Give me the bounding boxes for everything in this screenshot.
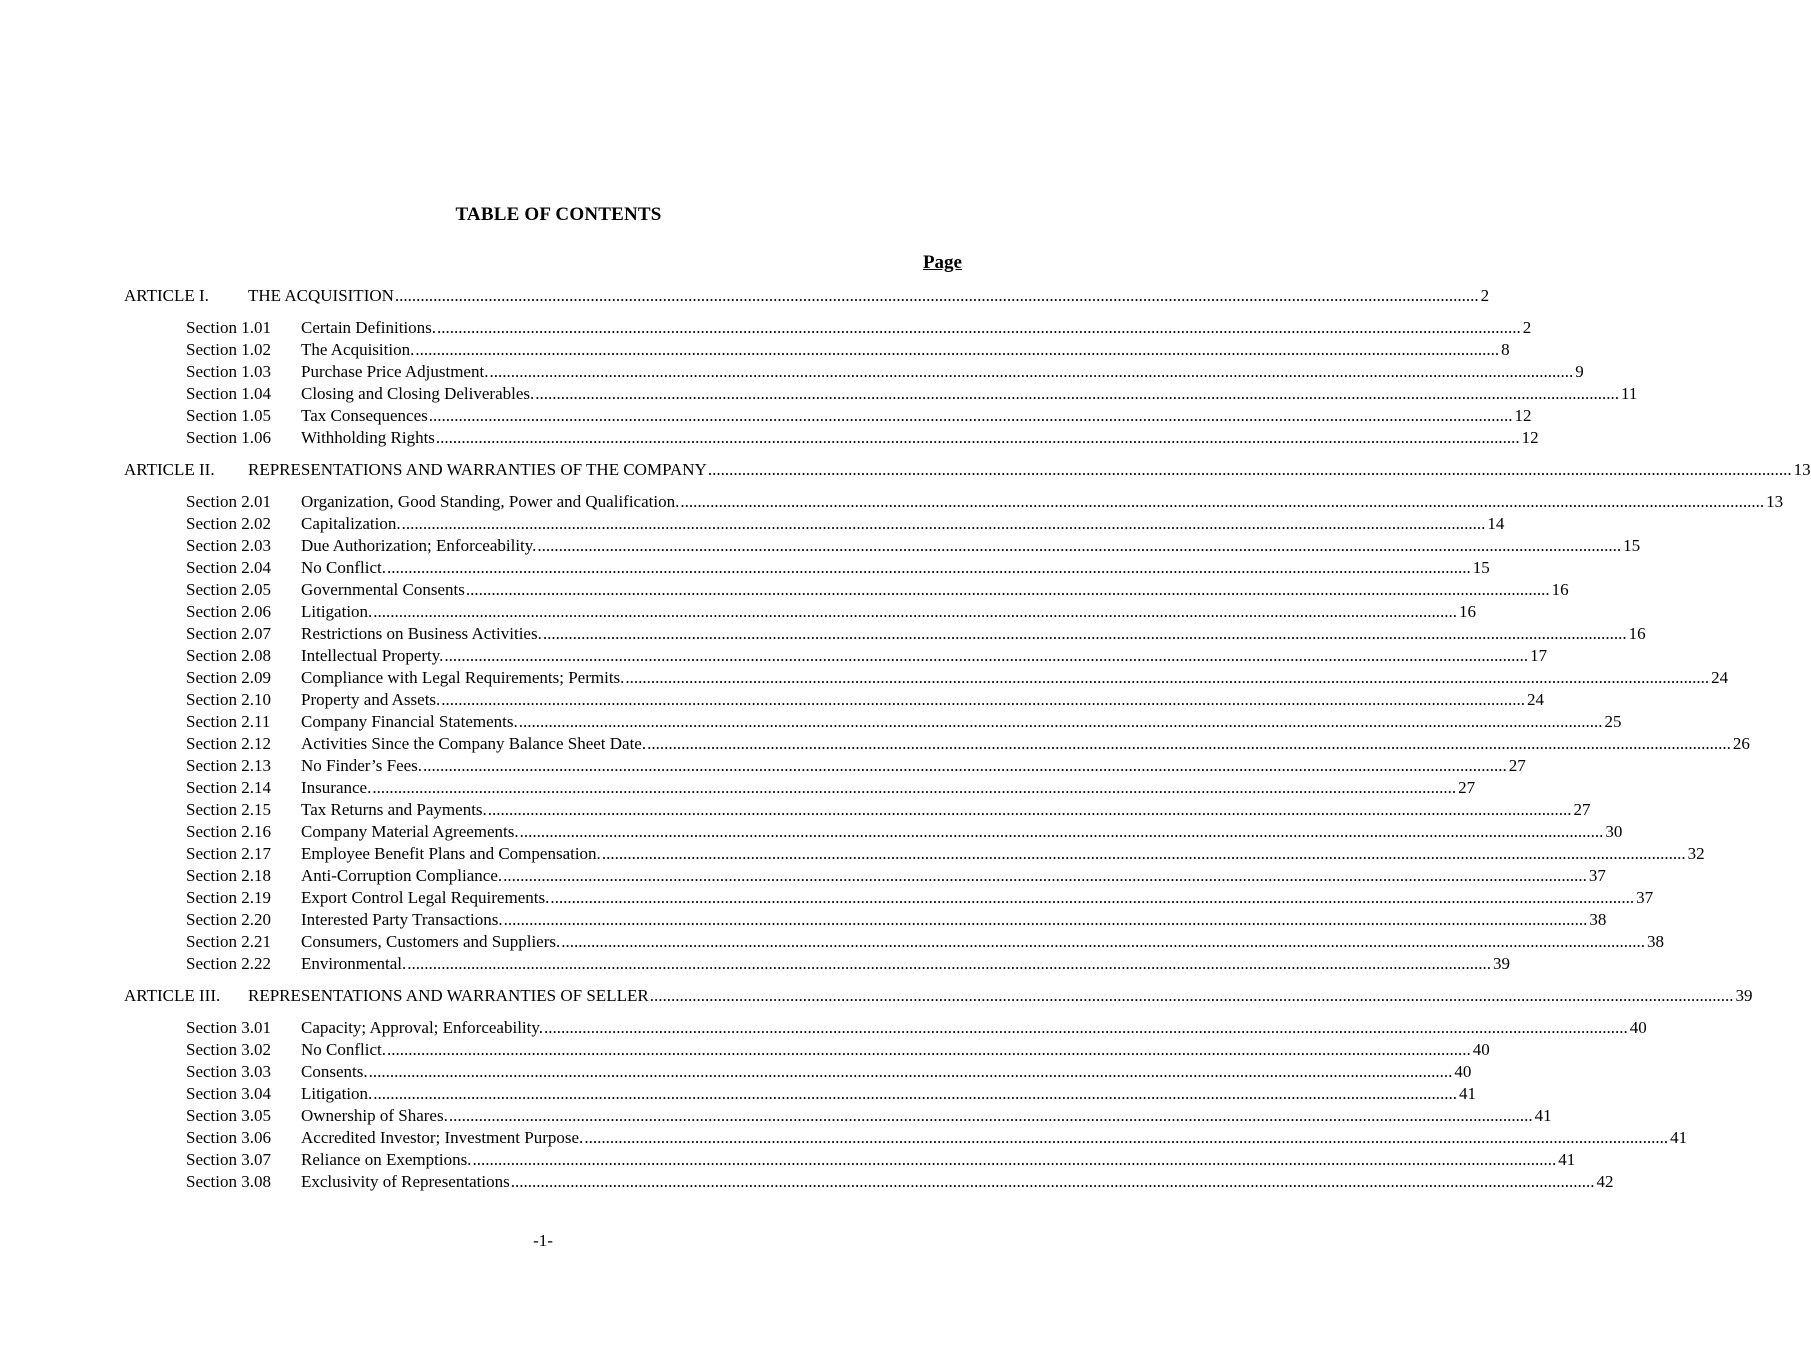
dot-leader [561, 931, 1645, 953]
dot-leader [488, 799, 1572, 821]
dot-leader [503, 865, 1587, 887]
section-page-number: 30 [1605, 822, 1623, 841]
section-number: Section 2.08 [186, 646, 271, 665]
dot-leader [395, 285, 1479, 307]
toc-section-entry[interactable] [124, 1149, 1576, 1171]
dot-leader [511, 1171, 1595, 1193]
section-page-number: 42 [1596, 1172, 1614, 1191]
section-title: Employee Benefit Plans and Compensation. [301, 844, 601, 863]
section-page-number: 26 [1732, 734, 1750, 753]
section-title: Due Authorization; Enforceability. [301, 536, 537, 555]
section-title: No Finder’s Fees. [301, 756, 423, 775]
toc-section-entry[interactable] [124, 579, 1569, 601]
section-number: Section 2.01 [186, 492, 271, 511]
section-title: No Conflict. [301, 1040, 386, 1059]
section-number: Section 1.05 [186, 406, 271, 425]
toc-article-entry[interactable] [124, 985, 1753, 1007]
section-title: No Conflict. [301, 558, 386, 577]
dot-leader [472, 1149, 1556, 1171]
section-number: Section 2.21 [186, 932, 271, 951]
dot-leader [402, 513, 1486, 535]
section-number: Section 2.12 [186, 734, 271, 753]
dot-leader [387, 1039, 1471, 1061]
article-title: REPRESENTATIONS AND WARRANTIES OF THE COMPANY [248, 460, 707, 479]
section-number: Section 1.04 [186, 384, 271, 403]
section-title: Tax Returns and Payments. [301, 800, 487, 819]
toc-section-entry[interactable] [124, 317, 1532, 339]
section-number: Section 2.13 [186, 756, 271, 775]
section-title: Withholding Rights [301, 428, 435, 447]
dot-leader [444, 645, 1528, 667]
section-title: Activities Since the Company Balance Sheet Date. [301, 734, 647, 753]
section-title: Restrictions on Business Activities. [301, 624, 542, 643]
section-title: Reliance on Exemptions. [301, 1150, 472, 1169]
toc-section-entry[interactable] [124, 1061, 1472, 1083]
toc-section-entry[interactable] [124, 931, 1664, 953]
toc-section-entry[interactable] [124, 799, 1591, 821]
dot-leader [680, 491, 1764, 513]
section-number: Section 2.07 [186, 624, 271, 643]
section-number: Section 2.03 [186, 536, 271, 555]
section-page-number: 15 [1472, 558, 1490, 577]
section-title: Consents. [301, 1062, 368, 1081]
section-number: Section 2.16 [186, 822, 271, 841]
dot-leader [535, 383, 1619, 405]
article-number: ARTICLE II. [124, 460, 215, 479]
toc-section-entry[interactable] [124, 777, 1476, 799]
toc-section-entry[interactable] [124, 623, 1646, 645]
toc-section-entry[interactable] [124, 909, 1607, 931]
section-page-number: 27 [1573, 800, 1591, 819]
dot-leader [373, 601, 1457, 623]
dot-leader [544, 1017, 1628, 1039]
article-page-number: 39 [1735, 986, 1753, 1005]
section-page-number: 37 [1588, 866, 1606, 885]
section-page-number: 16 [1459, 602, 1477, 621]
section-page-number: 27 [1508, 756, 1526, 775]
dot-leader [520, 821, 1604, 843]
dot-leader [407, 953, 1491, 975]
section-page-number: 17 [1530, 646, 1548, 665]
toc-section-entry[interactable] [124, 383, 1638, 405]
section-number: Section 2.11 [186, 712, 271, 731]
section-number: Section 2.14 [186, 778, 271, 797]
toc-section-entry[interactable] [124, 865, 1606, 887]
section-title: Litigation. [301, 1084, 373, 1103]
section-number: Section 1.01 [186, 318, 271, 337]
section-page-number: 40 [1454, 1062, 1472, 1081]
toc-section-entry[interactable] [124, 1083, 1477, 1105]
section-page-number: 9 [1575, 362, 1584, 381]
toc-section-entry[interactable] [124, 1127, 1688, 1149]
section-page-number: 32 [1687, 844, 1705, 863]
article-page-number: 13 [1793, 460, 1811, 479]
section-number: Section 3.03 [186, 1062, 271, 1081]
dot-leader [369, 1061, 1453, 1083]
toc-section-entry[interactable] [124, 755, 1526, 777]
section-number: Section 3.06 [186, 1128, 271, 1147]
dot-leader [373, 1083, 1457, 1105]
section-page-number: 41 [1459, 1084, 1477, 1103]
section-page-number: 16 [1628, 624, 1646, 643]
section-page-number: 38 [1647, 932, 1664, 951]
section-number: Section 2.05 [186, 580, 271, 599]
section-title: Governmental Consents [301, 580, 465, 599]
section-number: Section 3.05 [186, 1106, 271, 1125]
section-page-number: 14 [1487, 514, 1505, 533]
dot-leader [429, 405, 1513, 427]
dot-leader [519, 711, 1603, 733]
section-title: Environmental. [301, 954, 407, 973]
section-page-number: 38 [1589, 910, 1607, 929]
section-page-number: 13 [1766, 492, 1784, 511]
section-title: Ownership of Shares. [301, 1106, 448, 1125]
section-page-number: 12 [1521, 428, 1539, 447]
toc-section-entry[interactable] [124, 733, 1750, 755]
section-page-number: 41 [1558, 1150, 1576, 1169]
section-title: Consumers, Customers and Suppliers. [301, 932, 561, 951]
toc-section-entry[interactable] [124, 513, 1505, 535]
article-page-number: 2 [1480, 286, 1490, 305]
section-page-number: 40 [1472, 1040, 1490, 1059]
toc-section-entry[interactable] [124, 953, 1511, 975]
dot-leader [441, 689, 1525, 711]
page-column-header: Page [922, 252, 962, 273]
article-title: THE ACQUISITION [248, 286, 394, 305]
toc-section-entry[interactable] [124, 821, 1623, 843]
toc-section-entry[interactable] [124, 535, 1641, 557]
toc-section-entry[interactable] [124, 711, 1622, 733]
section-page-number: 12 [1514, 406, 1532, 425]
page-number-footer: -1- [533, 1231, 553, 1250]
toc-section-entry[interactable] [124, 1017, 1647, 1039]
toc-section-entry[interactable] [124, 601, 1477, 623]
section-title: Certain Definitions. [301, 318, 437, 337]
section-page-number: 16 [1551, 580, 1569, 599]
section-page-number: 40 [1629, 1018, 1647, 1037]
table-of-contents [124, 285, 1811, 1193]
toc-section-entry[interactable] [124, 339, 1510, 361]
section-number: Section 3.07 [186, 1150, 271, 1169]
section-number: Section 2.18 [186, 866, 271, 885]
toc-section-entry[interactable] [124, 843, 1705, 865]
section-number: Section 2.06 [186, 602, 271, 621]
toc-section-entry[interactable] [124, 689, 1545, 711]
dot-leader [387, 557, 1471, 579]
section-page-number: 8 [1501, 340, 1510, 359]
section-number: Section 2.15 [186, 800, 271, 819]
section-title: Intellectual Property. [301, 646, 444, 665]
section-number: Section 2.17 [186, 844, 271, 863]
section-title: Interested Party Transactions. [301, 910, 503, 929]
section-title: Capacity; Approval; Enforceability. [301, 1018, 544, 1037]
dot-leader [650, 985, 1734, 1007]
dot-leader [415, 339, 1499, 361]
section-number: Section 2.19 [186, 888, 271, 907]
section-number: Section 3.08 [186, 1172, 271, 1191]
toc-section-entry[interactable] [124, 557, 1490, 579]
section-page-number: 11 [1621, 384, 1638, 403]
section-number: Section 3.02 [186, 1040, 271, 1059]
section-title: Company Financial Statements. [301, 712, 518, 731]
page-title: TABLE OF CONTENTS [455, 204, 662, 225]
toc-section-entry[interactable] [124, 667, 1729, 689]
section-page-number: 27 [1458, 778, 1476, 797]
section-title: Company Material Agreements. [301, 822, 519, 841]
article-number: ARTICLE III. [124, 986, 221, 1005]
section-number: Section 2.09 [186, 668, 271, 687]
toc-section-entry[interactable] [124, 1171, 1614, 1193]
section-number: Section 3.01 [186, 1018, 271, 1037]
section-page-number: 41 [1534, 1106, 1552, 1125]
section-title: Export Control Legal Requirements. [301, 888, 550, 907]
section-page-number: 37 [1636, 888, 1654, 907]
toc-section-entry[interactable] [124, 427, 1539, 449]
toc-section-entry[interactable] [124, 361, 1584, 383]
toc-section-entry[interactable] [124, 1039, 1490, 1061]
section-number: Section 1.02 [186, 340, 271, 359]
toc-section-entry[interactable] [124, 1105, 1552, 1127]
dot-leader [647, 733, 1731, 755]
dot-leader [602, 843, 1686, 865]
dot-leader [489, 361, 1573, 383]
section-page-number: 39 [1493, 954, 1511, 973]
section-title: Accredited Investor; Investment Purpose. [301, 1128, 584, 1147]
dot-leader [466, 579, 1550, 601]
dot-leader [708, 459, 1792, 481]
section-title: The Acquisition. [301, 340, 415, 359]
dot-leader [372, 777, 1456, 799]
section-title: Organization, Good Standing, Power and Qualification. [301, 492, 680, 511]
dot-leader [449, 1105, 1533, 1127]
section-title: Litigation. [301, 602, 373, 621]
article-title: REPRESENTATIONS AND WARRANTIES OF SELLER [248, 986, 649, 1005]
toc-section-entry[interactable] [124, 491, 1784, 513]
dot-leader [584, 1127, 1668, 1149]
section-number: Section 1.06 [186, 428, 271, 447]
dot-leader [504, 909, 1588, 931]
section-number: Section 2.20 [186, 910, 271, 929]
section-title: Purchase Price Adjustment. [301, 362, 489, 381]
dot-leader [437, 317, 1521, 339]
section-number: Section 2.10 [186, 690, 271, 709]
section-title: Compliance with Legal Requirements; Permits. [301, 668, 625, 687]
section-title: Property and Assets. [301, 690, 441, 709]
section-page-number: 24 [1527, 690, 1545, 709]
toc-article-entry[interactable] [124, 285, 1490, 307]
section-page-number: 15 [1623, 536, 1641, 555]
toc-section-entry[interactable] [124, 645, 1548, 667]
section-number: Section 2.22 [186, 954, 271, 973]
section-title: Anti-Corruption Compliance. [301, 866, 503, 885]
section-page-number: 2 [1522, 318, 1532, 337]
section-number: Section 1.03 [186, 362, 271, 381]
section-page-number: 41 [1670, 1128, 1688, 1147]
section-page-number: 24 [1711, 668, 1729, 687]
toc-article-entry[interactable] [124, 459, 1811, 481]
section-title: Capitalization. [301, 514, 401, 533]
dot-leader [537, 535, 1621, 557]
dot-leader [543, 623, 1627, 645]
toc-section-entry[interactable] [124, 405, 1532, 427]
section-title: Tax Consequences [301, 406, 428, 425]
dot-leader [436, 427, 1520, 449]
dot-leader [625, 667, 1709, 689]
section-title: Closing and Closing Deliverables. [301, 384, 535, 403]
section-page-number: 25 [1604, 712, 1622, 731]
dot-leader [550, 887, 1634, 909]
dot-leader [423, 755, 1507, 777]
section-number: Section 3.04 [186, 1084, 271, 1103]
article-number: ARTICLE I. [124, 286, 209, 305]
section-title: Exclusivity of Representations [301, 1172, 510, 1191]
section-title: Insurance. [301, 778, 372, 797]
section-number: Section 2.04 [186, 558, 271, 577]
section-number: Section 2.02 [186, 514, 271, 533]
toc-section-entry[interactable] [124, 887, 1654, 909]
